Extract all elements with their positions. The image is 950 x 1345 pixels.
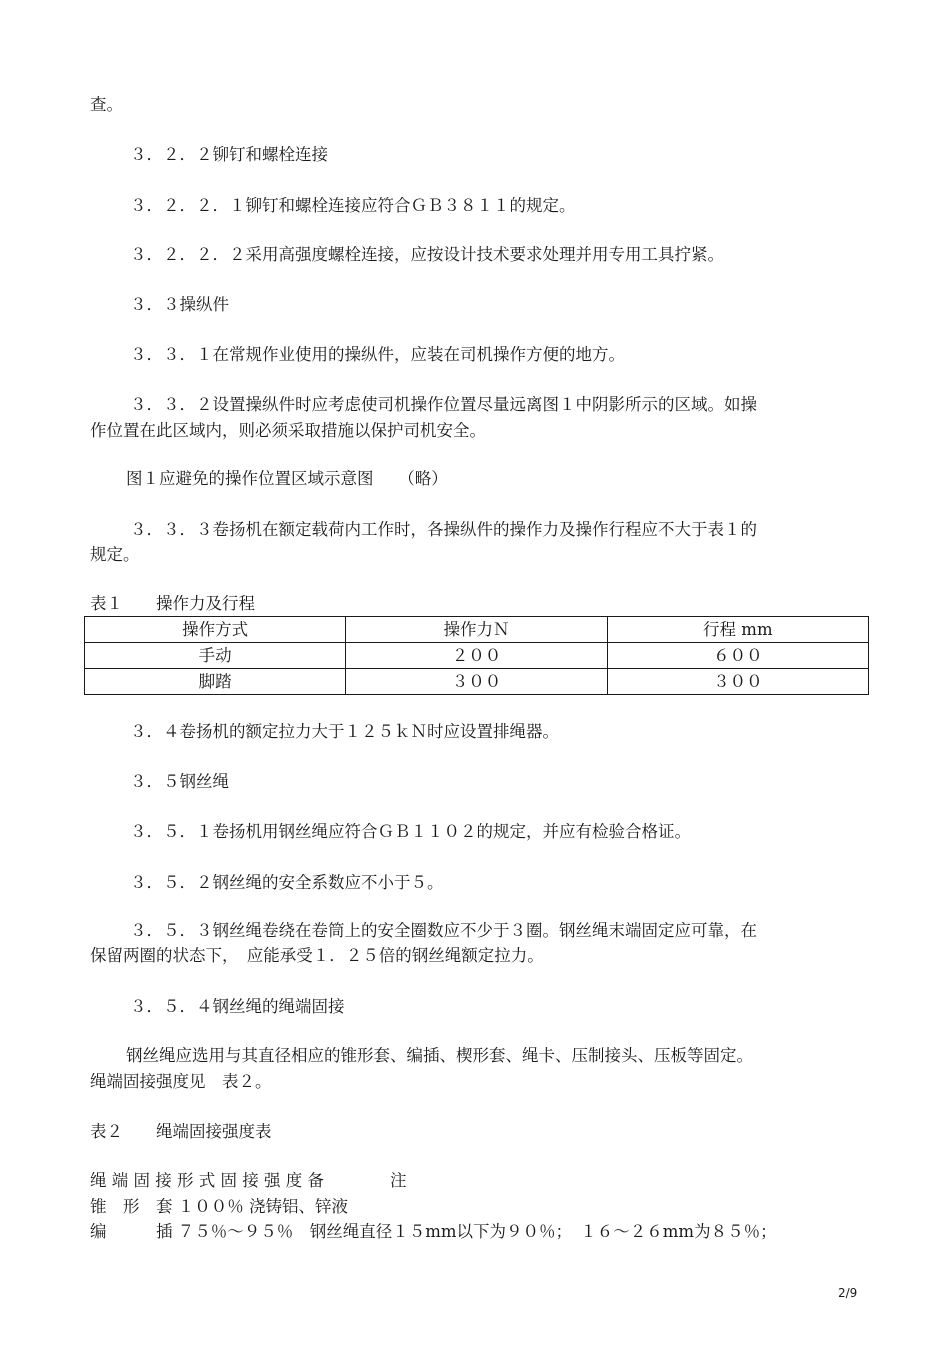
paragraph-line: ３．２．２．１铆钉和螺栓连接应符合ＧＢ３８１１的规定。 [130, 196, 576, 215]
paragraph-line: 绳端固接强度见 表２。 [90, 1072, 272, 1091]
table-cell: 手动 [85, 643, 346, 669]
paragraph-line: 查。 [90, 95, 123, 114]
paragraph-line: ３．３．３卷扬机在额定载荷内工作时，各操纵件的操作力及操作行程应不大于表１的 [130, 520, 757, 539]
section-heading: ３．３操纵件 [130, 295, 229, 314]
table-cell: ３００ [607, 669, 868, 695]
paragraph-line: 保留两圈的状态下， 应能承受１．２５倍的钢丝绳额定拉力。 [90, 946, 544, 965]
paragraph-line: ３．５．２钢丝绳的安全系数应不小于５。 [130, 873, 444, 892]
figure-caption: 图１应避免的操作位置区域示意图 （略） [126, 469, 448, 488]
table-row [85, 643, 869, 669]
paragraph-line: ３．３．１在常规作业使用的操纵件，应装在司机操作方便的地方。 [130, 345, 625, 364]
section-heading: ３．５．４钢丝绳的绳端固接 [130, 997, 345, 1016]
table-cell: ２００ [346, 643, 607, 669]
table-header-row [85, 617, 869, 643]
table-row [85, 669, 869, 695]
table-text-row: 编 插 ７５％～９５％ 钢丝绳直径１５mm以下为９０％； １６～２６mm为８５％； [90, 1222, 777, 1241]
paragraph-line: ３．５．３钢丝绳卷绕在卷筒上的安全圈数应不少于３圈。钢丝绳末端固定应可靠，在 [130, 921, 757, 940]
paragraph-line: ３．４卷扬机的额定拉力大于１２５ｋＮ时应设置排绳器。 [130, 722, 559, 741]
table-caption: 表１ 操作力及行程 [90, 594, 255, 613]
table-cell: 脚踏 [85, 669, 346, 695]
paragraph-line: 规定。 [90, 545, 140, 564]
section-heading: ３．２．２铆钉和螺栓连接 [130, 145, 328, 164]
operation-force-table [84, 616, 869, 695]
table-header-cell: 操作力Ｎ [346, 617, 607, 643]
table-caption: 表２ 绳端固接强度表 [90, 1122, 272, 1141]
paragraph-line: 作位置在此区域内，则必须采取措施以保护司机安全。 [90, 421, 486, 440]
paragraph-line: ３．５．１卷扬机用钢丝绳应符合ＧＢ１１０２的规定，并应有检验合格证。 [130, 822, 691, 841]
table-header-cell: 操作方式 [85, 617, 346, 643]
table-text-row: 锥 形 套 １００％ 浇铸铝、锌液 [90, 1197, 348, 1216]
paragraph-line: ３．２．２．２采用高强度螺栓连接，应按设计技术要求处理并用专用工具拧紧。 [130, 245, 724, 264]
paragraph-line: 钢丝绳应选用与其直径相应的锥形套、编插、楔形套、绳卡、压制接头、压板等固定。 [126, 1046, 753, 1065]
table-text-row: 绳 端 固 接 形 式 固 接 强 度 备 注 [90, 1171, 407, 1190]
table-cell: ３００ [346, 669, 607, 695]
table-cell: ６００ [607, 643, 868, 669]
page-number: 2/9 [838, 1286, 858, 1300]
paragraph-line: ３．３．２设置操纵件时应考虑使司机操作位置尽量远离图１中阴影所示的区域。如操 [130, 395, 757, 414]
table-header-cell: 行程 mm [607, 617, 868, 643]
section-heading: ３．５钢丝绳 [130, 772, 229, 791]
